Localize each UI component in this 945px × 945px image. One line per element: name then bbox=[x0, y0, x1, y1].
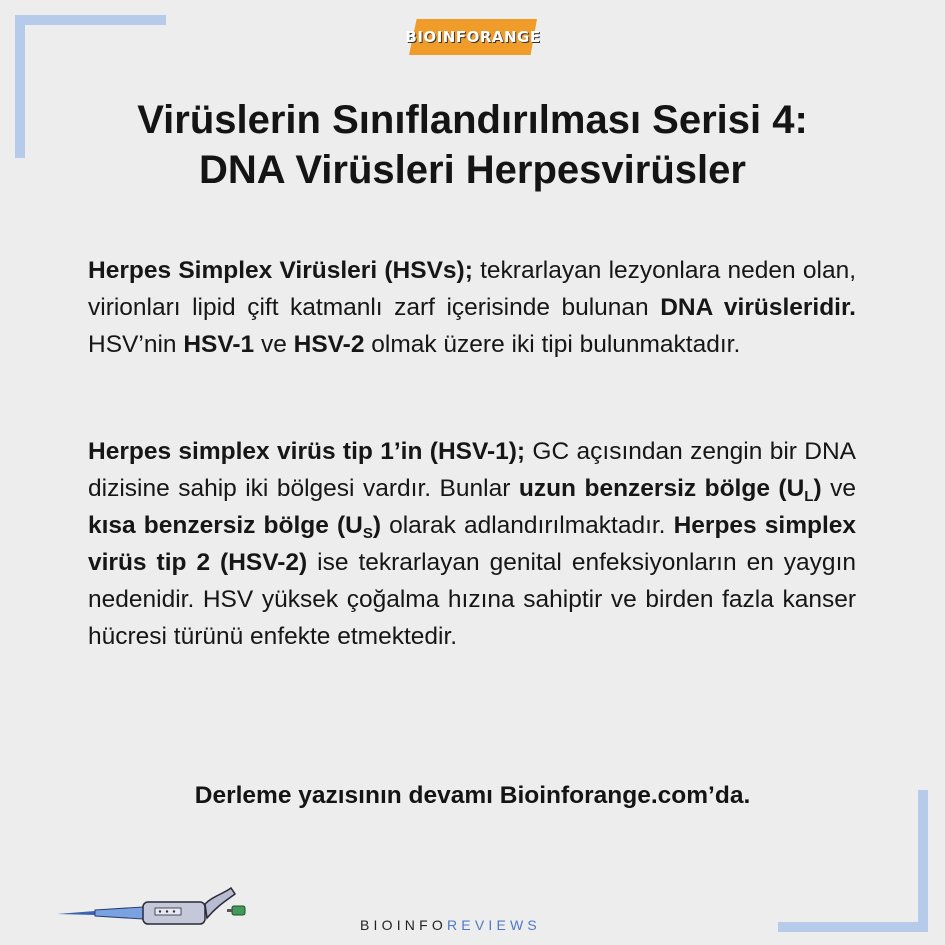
text-span: HSV’nin bbox=[88, 331, 184, 358]
ul-close: ) bbox=[813, 475, 822, 502]
footer-suffix: REVIEWS bbox=[446, 917, 541, 933]
text-span: ve bbox=[821, 475, 856, 502]
hsv1-heading: Herpes simplex virüs tip 1’in (HSV-1); bbox=[88, 438, 526, 465]
hsv2-term: HSV-2 bbox=[293, 331, 365, 358]
us-region-term bbox=[88, 512, 382, 542]
frame-corner-top-left-vertical bbox=[15, 15, 25, 158]
dna-virus-term: DNA virüsleridir. bbox=[660, 294, 856, 321]
ul-region-term bbox=[518, 475, 822, 505]
closing-link-text: Derleme yazısının devamı Bioinforange.com’da. bbox=[194, 782, 751, 809]
pipette-illustration bbox=[55, 884, 250, 934]
us-region-label: kısa benzersiz bölge (U bbox=[88, 512, 363, 539]
title-line-2: DNA Virüsleri Herpesvirüsler bbox=[199, 148, 746, 192]
ul-subscript: L bbox=[804, 488, 814, 505]
text-span: olmak üzere iki tipi bulunmaktadır. bbox=[364, 331, 741, 358]
text-span: ise tekrarlayan genital enfeksiyonların en yaygın nedenidir. HSV yüksek çoğalma hızına sahiptir ve birden fazla kanser hücresi türünü enfekte etmektedir. bbox=[88, 549, 856, 650]
us-close: ) bbox=[372, 512, 382, 539]
logo-text: BIOINFORANGE bbox=[405, 28, 541, 46]
paragraph-hsv-intro bbox=[88, 252, 856, 363]
frame-corner-top-left-horizontal bbox=[15, 15, 166, 25]
text-span: tekrarlayan lezyonlara neden olan, virionları lipid çift katmanlı zarf içerisinde bulunan bbox=[88, 257, 857, 321]
us-subscript: S bbox=[362, 525, 373, 542]
frame-corner-bottom-right-horizontal bbox=[778, 922, 928, 932]
footer-brand bbox=[360, 917, 541, 933]
ul-region-label: uzun benzersiz bölge (U bbox=[518, 475, 805, 502]
paragraph-hsv-types bbox=[88, 433, 856, 655]
hsv2-heading: Herpes simplex virüs tip 2 (HSV-2) bbox=[88, 512, 857, 576]
text-span: ve bbox=[254, 331, 294, 358]
hsv1-term: HSV-1 bbox=[183, 331, 255, 358]
hsv-term: Herpes Simplex Virüsleri (HSVs); bbox=[88, 257, 473, 284]
text-span: olarak adlandırılmaktadır. bbox=[381, 512, 674, 539]
text-span: GC açısından zengin bir DNA dizisine sahip iki bölgesi vardır. Bunlar bbox=[88, 438, 856, 502]
bioinforange-logo bbox=[405, 19, 541, 55]
footer-prefix: BIOINFO bbox=[360, 917, 447, 933]
frame-corner-bottom-right-vertical bbox=[918, 790, 928, 932]
title-line-1: Virüslerin Sınıflandırılması Serisi 4: bbox=[137, 98, 808, 142]
page-title bbox=[40, 95, 905, 195]
